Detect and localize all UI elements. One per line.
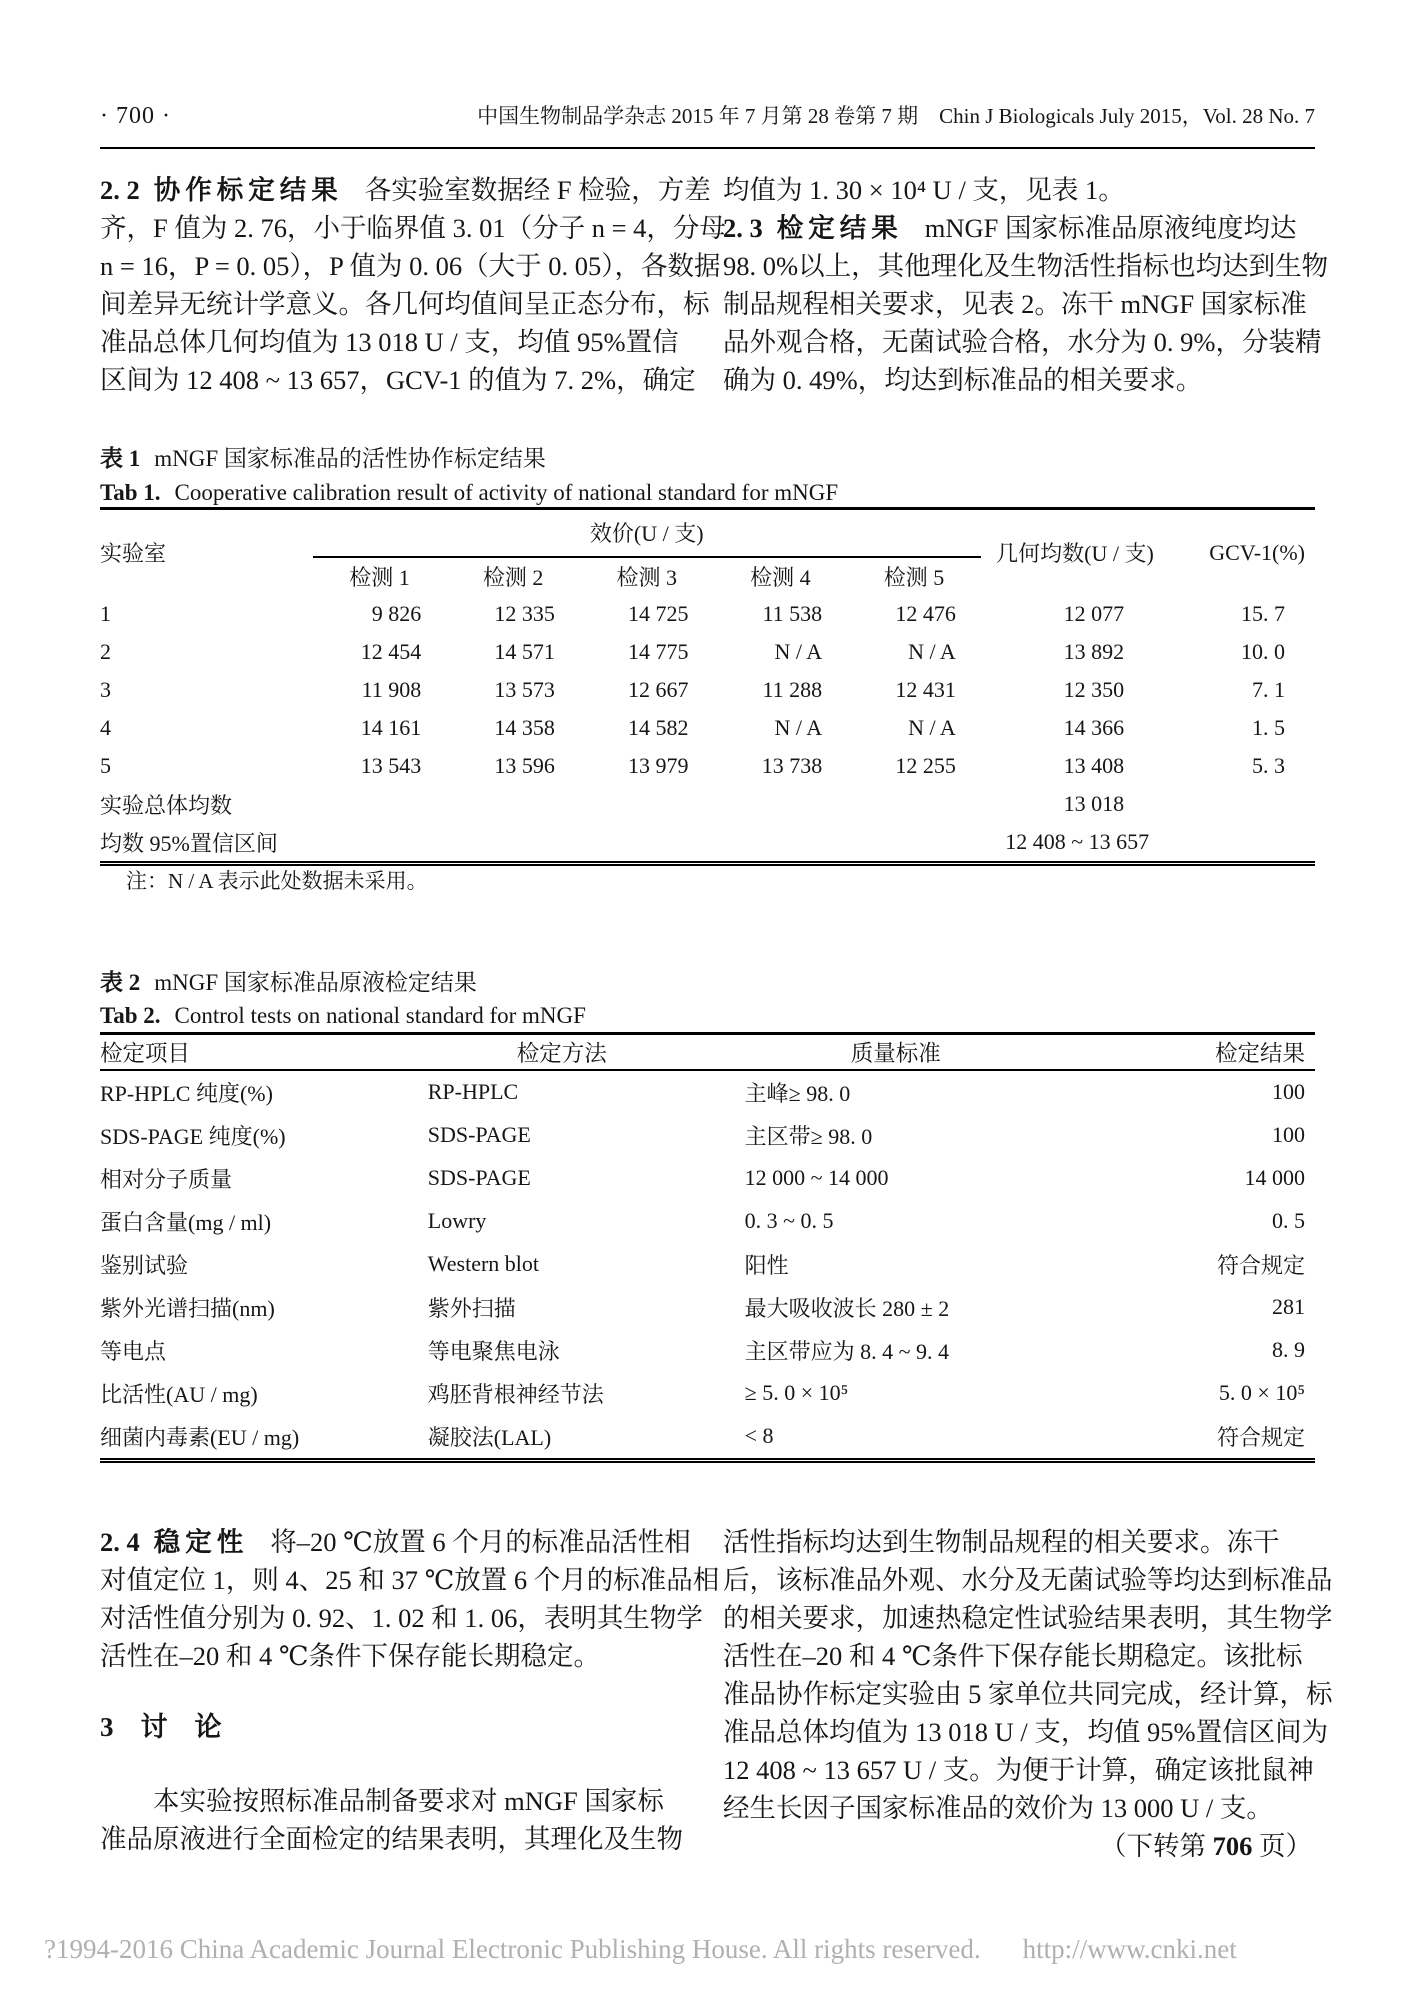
table-cell: 12 454: [360, 639, 422, 664]
table-cell: 14 000: [1244, 1165, 1305, 1190]
text-line: [723, 209, 1318, 247]
table-cell: 紫外扫描: [427, 1295, 516, 1321]
header-rule: [100, 147, 1315, 149]
table-cell: 1. 5: [1252, 715, 1285, 740]
table-cell: 13 738: [761, 753, 823, 778]
text-line: 齐，F 值为 2. 76，小于临界值 3. 01（分子 n = 4，分母: [100, 213, 726, 243]
text-line: 准品协作标定实验由 5 家单位共同完成，经计算，标: [723, 1679, 1333, 1709]
table-row: [100, 1114, 1315, 1157]
table1-note: 注：N / A 表示此处数据未采用。: [126, 869, 428, 893]
table-cell: 0. 3 ~ 0. 5: [744, 1208, 834, 1233]
table-cell: 12 000 ~ 14 000: [744, 1165, 889, 1190]
table-cell: 主峰≥ 98. 0: [744, 1080, 851, 1106]
table2-header: 质量标准: [850, 1040, 941, 1066]
table-cell: SDS-PAGE: [427, 1165, 531, 1190]
text-line: 对值定位 1，则 4、25 和 37 ℃放置 6 个月的标准品相: [100, 1565, 720, 1595]
table1-subheader: 检测 4: [750, 565, 811, 590]
table1-caption-zh: [100, 444, 546, 474]
text-line: 活性在–20 和 4 ℃条件下保存能长期稳定。: [100, 1641, 601, 1671]
table-cell: 12 077: [1063, 601, 1125, 626]
table-cell: 14 725: [628, 601, 689, 626]
text-line: 活性在–20 和 4 ℃条件下保存能长期稳定。该批标: [723, 1641, 1303, 1671]
table-cell: 凝胶法(LAL): [427, 1424, 552, 1450]
table-cell: 14 358: [494, 715, 555, 740]
table-cell: 等电聚焦电泳: [427, 1338, 560, 1364]
table-row: [100, 1200, 1315, 1243]
table-cell: 相对分子质量: [100, 1166, 233, 1192]
table-cell: N / A: [774, 715, 823, 740]
copyright-footer: [44, 1934, 1237, 1965]
table-cell: < 8: [744, 1423, 774, 1448]
table1-summary-row: [100, 823, 1315, 864]
table-row: [100, 747, 1315, 785]
text-line: 的相关要求，加速热稳定性试验结果表明，其生物学: [723, 1603, 1333, 1633]
text-run: mNGF 国家标准品原液纯度均达: [924, 213, 1297, 243]
section-title: 检定结果: [776, 213, 903, 243]
text-line: 确为 0. 49%，均达到标准品的相关要求。: [723, 365, 1203, 395]
table-cell: N / A: [908, 715, 956, 740]
table-cell: 14 582: [628, 715, 689, 740]
table-cell: 阳性: [744, 1252, 789, 1278]
table-cell: [1169, 785, 1315, 823]
table2-header: 检定结果: [1214, 1040, 1305, 1066]
table-cell: N / A: [908, 639, 956, 664]
text-run: 各实验室数据经 F 检验，方差: [364, 175, 711, 205]
text-line: 品外观合格，无菌试验合格，水分为 0. 9%，分装精: [723, 327, 1322, 357]
table-cell: 281: [1272, 1294, 1305, 1319]
table2-caption-zh: [100, 968, 477, 998]
table1-caption-label-zh: 表 1: [100, 446, 141, 471]
table1-caption-label-en: Tab 1.: [100, 480, 161, 505]
table-cell: 11 288: [762, 677, 823, 702]
table1-summary-value: 12 408 ~ 13 657: [1005, 829, 1150, 854]
table-cell: ≥ 5. 0 × 10⁵: [744, 1380, 849, 1405]
page-header: [100, 100, 1315, 130]
table-cell: 5: [100, 753, 111, 778]
table1-subheader: 检测 5: [883, 565, 945, 590]
section-title: 协作标定结果: [153, 175, 343, 205]
table-row: [100, 1415, 1315, 1461]
table-cell: 100: [1272, 1122, 1305, 1147]
text-line: 本实验按照标准品制备要求对 mNGF 国家标: [100, 1786, 664, 1816]
copyright-text: ?1994-2016 China Academic Journal Electronic Publishing House. All rights reserved.: [44, 1934, 981, 1964]
table-cell: 13 573: [494, 677, 555, 702]
table1-summary-label: 均数 95%置信区间: [100, 830, 278, 856]
table1-subheader: 检测 3: [616, 565, 677, 590]
text-line: 对活性值分别为 0. 92、1. 02 和 1. 06，表明其生物学: [100, 1603, 703, 1633]
table-cell: 符合规定: [1216, 1252, 1305, 1278]
table-cell: 12 667: [628, 677, 689, 702]
table1-caption-text-en: Cooperative calibration result of activity of national standard for mNGF: [174, 480, 839, 505]
table-row: [100, 1286, 1315, 1329]
section-2-3: [723, 171, 1329, 399]
table-cell: 12 335: [494, 601, 555, 626]
table-row: [100, 633, 1315, 671]
table2-caption-en: [100, 1001, 586, 1031]
journal-info: 中国生物制品学杂志 2015 年 7 月第 28 卷第 7 期 Chin J Biologicals July 2015，Vol. 28 No. 7: [477, 104, 1315, 128]
table-cell: 比活性(AU / mg): [100, 1381, 258, 1407]
text-line: [100, 1523, 691, 1561]
table-cell: 14 366: [1063, 715, 1125, 740]
table-row: [100, 671, 1315, 709]
section-number: 2. 4: [100, 1527, 140, 1557]
text-line: 12 408 ~ 13 657 U / 支。为便于计算，确定该批鼠神: [723, 1755, 1314, 1785]
table-row: [100, 1070, 1315, 1114]
table-cell: 9 826: [371, 601, 422, 626]
table-row: [100, 1243, 1315, 1286]
table-cell: 7. 1: [1252, 677, 1285, 702]
table1-caption-en: [100, 478, 838, 508]
table1-col-gcv: GCV-1(%): [1209, 539, 1305, 565]
table-cell: 14 775: [628, 639, 689, 664]
table-cell: 13 979: [628, 753, 689, 778]
table-cell: 14 571: [494, 639, 555, 664]
table-cell: 15. 7: [1241, 601, 1285, 626]
table-row: [100, 1372, 1315, 1415]
table-cell: 最大吸收波长 280 ± 2: [744, 1295, 950, 1321]
text-line: 经生长因子国家标准品的效价为 13 000 U / 支。: [723, 1793, 1273, 1823]
table-cell: 鸡胚背根神经节法: [427, 1381, 604, 1407]
table1-subheader: 检测 1: [349, 565, 410, 590]
table-row: [100, 1329, 1315, 1372]
table-cell: 3: [100, 677, 111, 702]
text-line: 活性指标均达到生物制品规程的相关要求。冻干: [723, 1527, 1280, 1557]
bottom-right-column: [723, 1523, 1333, 1865]
table-cell: 细菌内毒素(EU / mg): [100, 1424, 300, 1450]
table-cell: 蛋白含量(mg / ml): [100, 1209, 272, 1235]
table1-header-row: [100, 509, 1315, 558]
table-cell: 13 408: [1063, 753, 1125, 778]
table2-caption-text-en: Control tests on national standard for mNGF: [174, 1003, 586, 1028]
table1-summary-value: 13 018: [1063, 791, 1125, 816]
table-row: [100, 1157, 1315, 1200]
table-cell: Lowry: [427, 1208, 487, 1233]
table-row: [100, 709, 1315, 747]
table-cell: 11 908: [361, 677, 422, 702]
section-title: 稳定性: [153, 1527, 249, 1557]
continuation-page-number: 706: [1212, 1831, 1253, 1861]
text-line: 区间为 12 408 ~ 13 657，GCV-1 的值为 7. 2%，确定: [100, 365, 696, 395]
section-number: 2. 2: [100, 175, 140, 205]
section-2-4: [100, 1523, 720, 1858]
table-cell: 14 161: [360, 715, 422, 740]
table-cell: Western blot: [427, 1251, 540, 1276]
text-line: 准品原液进行全面检定的结果表明，其理化及生物: [100, 1824, 683, 1854]
table2-caption-label-en: Tab 2.: [100, 1003, 161, 1028]
table1-potency-span-header: 效价(U / 支): [313, 509, 981, 558]
table-cell: SDS-PAGE: [427, 1122, 531, 1147]
text-line: 后，该标准品外观、水分及无菌试验等均达到标准品: [723, 1565, 1333, 1595]
table-cell: 13 596: [494, 753, 555, 778]
table-cell: 11 538: [762, 601, 823, 626]
continuation-pre: （下转第: [1100, 1831, 1213, 1861]
table1-col-geo: 几何均数(U / 支): [996, 541, 1154, 566]
table1-summary-row: [100, 785, 1315, 823]
table-cell: SDS-PAGE 纯度(%): [100, 1123, 286, 1149]
table-cell: 0. 5: [1272, 1208, 1305, 1233]
table2-caption-text-zh: mNGF 国家标准品原液检定结果: [154, 970, 477, 995]
continuation-post: 页）: [1252, 1831, 1312, 1861]
footer-url: http://www.cnki.net: [1022, 1934, 1237, 1964]
table1-summary-label: 实验总体均数: [100, 792, 233, 818]
table-cell: 12 255: [895, 753, 956, 778]
table-cell: 4: [100, 715, 111, 740]
table-cell: 5. 3: [1252, 753, 1285, 778]
table1-col-lab: 实验室: [100, 541, 167, 566]
table-cell: 鉴别试验: [100, 1252, 189, 1278]
table-cell: RP-HPLC 纯度(%): [100, 1080, 273, 1106]
continuation-note: [723, 1827, 1318, 1865]
table-cell: 13 892: [1063, 639, 1125, 664]
table-cell: 紫外光谱扫描(nm): [100, 1295, 275, 1321]
text-line: n = 16，P = 0. 05），P 值为 0. 06（大于 0. 05），各数据: [100, 251, 721, 281]
table2-caption-label-zh: 表 2: [100, 970, 141, 995]
table-cell: 12 350: [1063, 677, 1125, 702]
table-cell: 2: [100, 639, 111, 664]
table-cell: 13 543: [360, 753, 422, 778]
text-line: 间差异无统计学意义。各几何均值间呈正态分布，标: [100, 289, 710, 319]
table2-header: 检定方法: [516, 1040, 607, 1066]
table-cell: 12 431: [895, 677, 956, 702]
table-cell: [1169, 823, 1315, 864]
text-line: [100, 171, 711, 209]
table-cell: 主区带应为 8. 4 ~ 9. 4: [744, 1338, 950, 1364]
text-line: 准品总体几何均值为 13 018 U / 支，均值 95%置信: [100, 327, 679, 357]
table2-header: 检定项目: [100, 1040, 191, 1066]
table-cell: 100: [1272, 1079, 1305, 1104]
table-cell: 10. 0: [1241, 639, 1285, 664]
table-cell: RP-HPLC: [427, 1079, 519, 1104]
section-number: 2. 3: [723, 213, 763, 243]
table-cell: 12 476: [895, 601, 956, 626]
table1-caption-text-zh: mNGF 国家标准品的活性协作标定结果: [154, 446, 546, 471]
table-cell: 主区带≥ 98. 0: [744, 1123, 873, 1149]
text-line: 制品规程相关要求，见表 2。冻干 mNGF 国家标准: [723, 289, 1307, 319]
table-cell: N / A: [774, 639, 823, 664]
table2-header-row: [100, 1034, 1315, 1070]
table-cell: 符合规定: [1216, 1424, 1305, 1450]
table-cell: 5. 0 × 10⁵: [1218, 1380, 1305, 1405]
discussion-heading: 3 讨 论: [100, 1712, 222, 1742]
table-cell: 1: [100, 601, 111, 626]
table2: [100, 1032, 1315, 1463]
table-row: [100, 595, 1315, 633]
table1: [100, 507, 1315, 866]
text-line: 准品总体均值为 13 018 U / 支，均值 95%置信区间为: [723, 1717, 1329, 1747]
page-number: · 700 ·: [100, 103, 171, 129]
text-run: 将–20 ℃放置 6 个月的标准品活性相: [270, 1527, 691, 1557]
table-cell: 8. 9: [1272, 1337, 1305, 1362]
text-line: 均值为 1. 30 × 10⁴ U / 支，见表 1。: [723, 175, 1125, 205]
table-cell: 等电点: [100, 1338, 167, 1364]
discussion-paragraph: [100, 1782, 683, 1858]
section-2-2: [100, 171, 726, 399]
table1-subheader: 检测 2: [482, 565, 544, 590]
text-line: 98. 0%以上，其他理化及生物活性指标也均达到生物: [723, 251, 1329, 281]
